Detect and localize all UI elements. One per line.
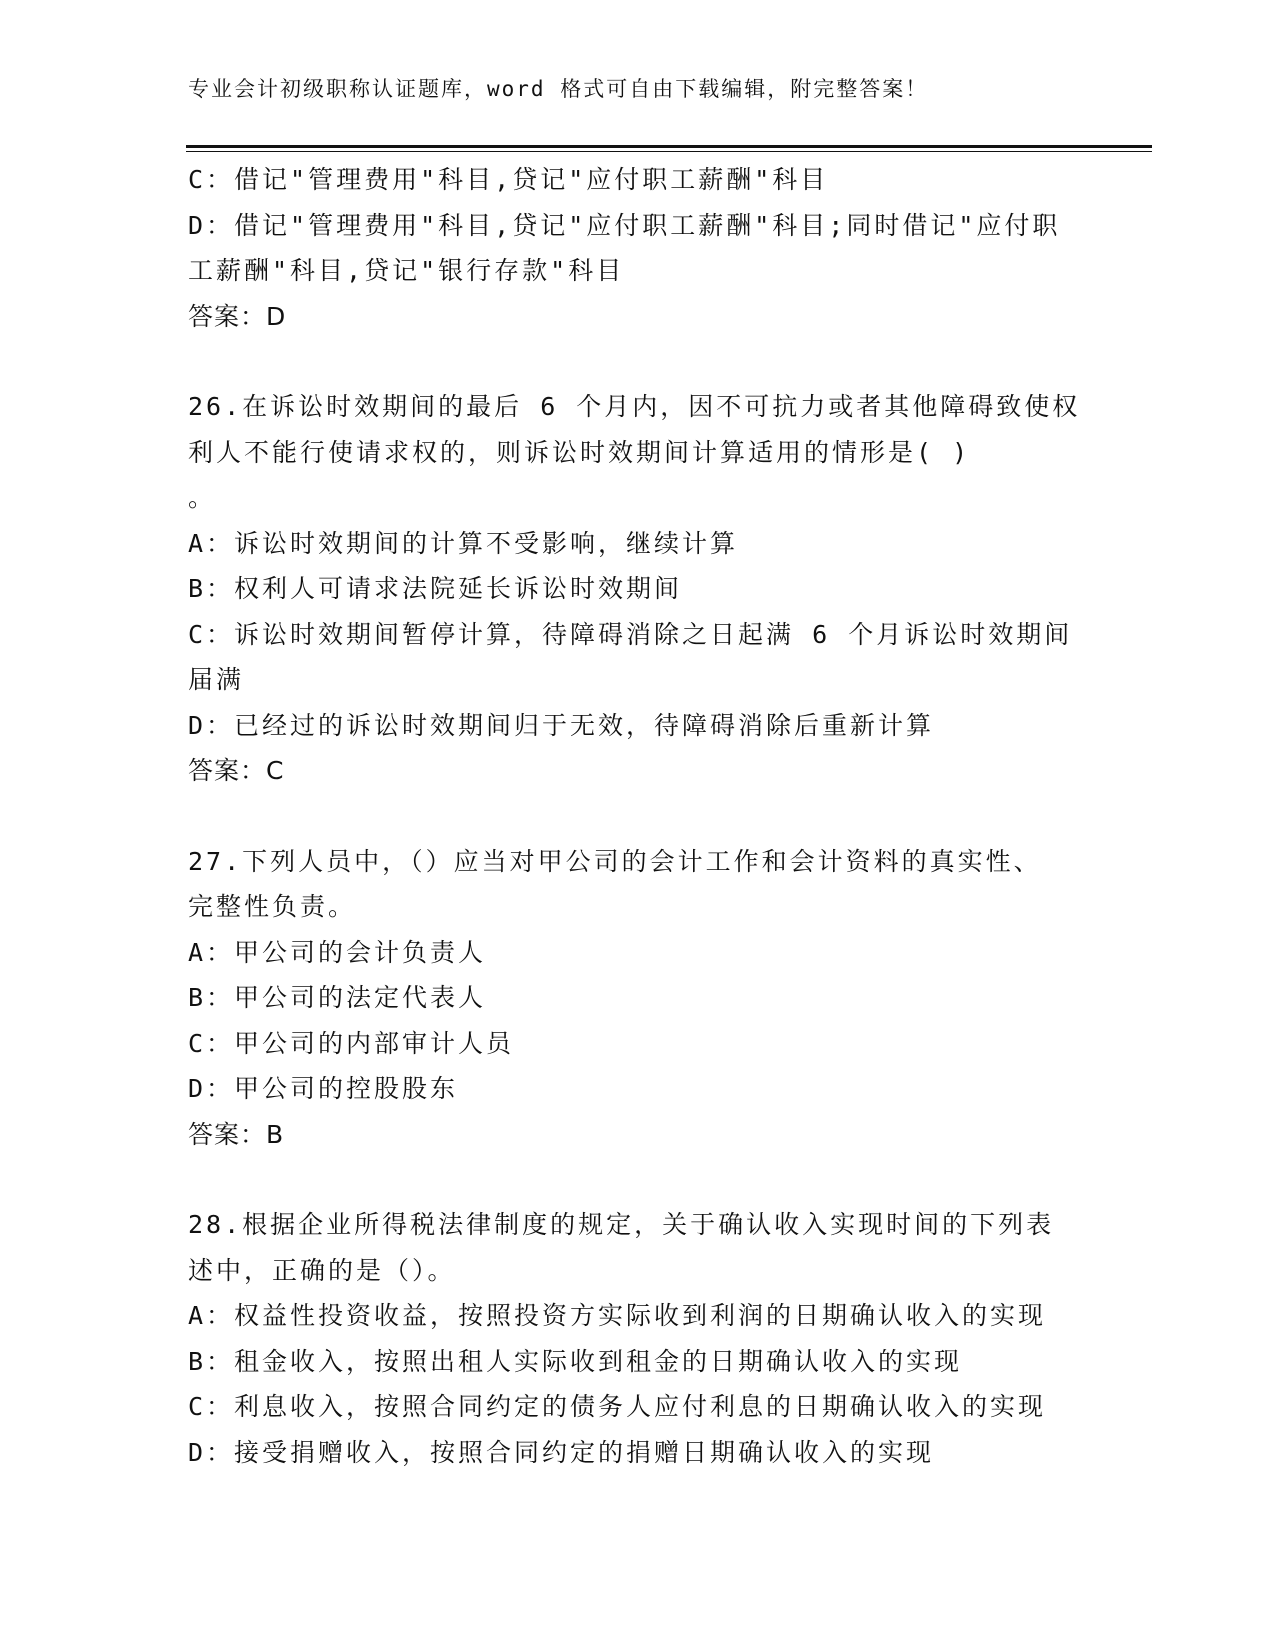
question-26 [188, 384, 1088, 794]
page-header-text: 专业会计初级职称认证题库，word 格式可自由下载编辑，附完整答案！ [188, 77, 929, 101]
question-stem-line-2: 完整性负责。 [188, 892, 357, 921]
answer: 答案：D [188, 301, 287, 331]
option-d: D：接受捐赠收入，按照合同约定的捐赠日期确认收入的实现 [188, 1437, 935, 1467]
option-c: C：借记"管理费用"科目,贷记"应付职工薪酬"科目 [188, 165, 829, 194]
option-c-line-2: 届满 [188, 665, 245, 694]
option-a: A：诉讼时效期间的计算不受影响，继续计算 [188, 528, 739, 558]
option-c-line-1: C：诉讼时效期间暂停计算，待障碍消除之日起满 6 个月诉讼时效期间 [188, 619, 1073, 649]
question-28 [188, 1202, 1088, 1475]
header-rule-thick [186, 145, 1152, 148]
question-stem-line-2: 利人不能行使请求权的，则诉讼时效期间计算适用的情形是( ) [188, 437, 971, 467]
question-stem-line-3: 。 [188, 483, 217, 512]
option-b: B：甲公司的法定代表人 [188, 983, 487, 1012]
header-rule-thin [186, 151, 1152, 152]
option-d-line-1: D：借记"管理费用"科目,贷记"应付职工薪酬"科目;同时借记"应付职 [188, 210, 1061, 240]
question-stem-line-2: 述中，正确的是（）。 [188, 1255, 456, 1285]
question-stem-line-1: 28.根据企业所得税法律制度的规定，关于确认收入实现时间的下列表 [188, 1210, 1055, 1239]
document-body [188, 157, 1088, 1475]
option-b: B：权利人可请求法院延长诉讼时效期间 [188, 574, 683, 603]
option-c: C：甲公司的内部审计人员 [188, 1028, 515, 1058]
answer: 答案：B [188, 1119, 285, 1149]
spacer [188, 1157, 1088, 1202]
option-a: A：甲公司的会计负责人 [188, 937, 487, 967]
option-c: C：利息收入，按照合同约定的债务人应付利息的日期确认收入的实现 [188, 1392, 1047, 1421]
option-b: B：租金收入，按照出租人实际收到租金的日期确认收入的实现 [188, 1346, 963, 1376]
option-d: D：已经过的诉讼时效期间归于无效，待障碍消除后重新计算 [188, 710, 935, 740]
spacer [188, 794, 1088, 839]
question-27 [188, 839, 1088, 1158]
question-25-tail [188, 157, 1088, 339]
option-a: A：权益性投资收益，按照投资方实际收到利润的日期确认收入的实现 [188, 1301, 1047, 1330]
option-d-line-2: 工薪酬"科目,贷记"银行存款"科目 [188, 256, 625, 285]
question-stem-line-1: 26.在诉讼时效期间的最后 6 个月内，因不可抗力或者其他障碍致使权 [188, 392, 1081, 421]
option-d: D：甲公司的控股股东 [188, 1074, 459, 1103]
answer: 答案：C [188, 756, 285, 785]
question-stem-line-1: 27.下列人员中，（）应当对甲公司的会计工作和会计资料的真实性、 [188, 846, 1042, 876]
spacer [188, 339, 1088, 384]
